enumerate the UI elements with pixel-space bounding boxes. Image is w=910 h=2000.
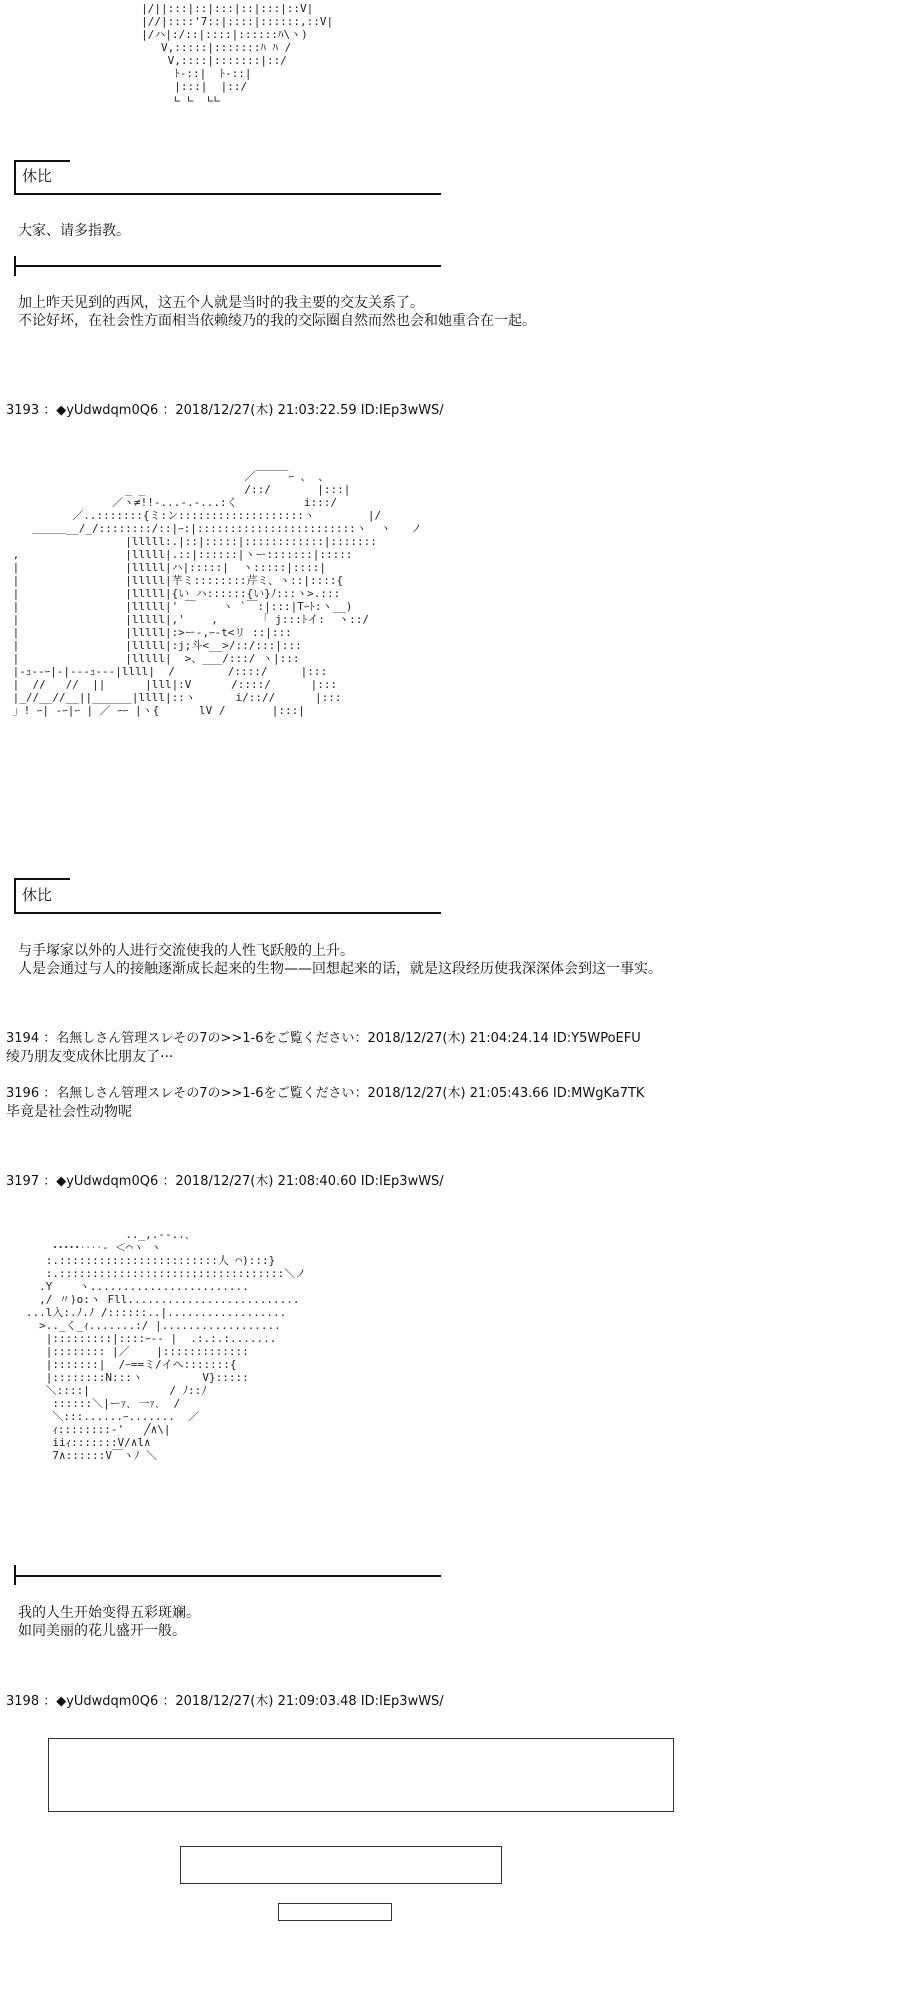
narration-line: 与手塚家以外的人进行交流使我的人性飞跃般的上升。 [18, 943, 354, 959]
narration-line: 不论好坏，在社会性方面相当依赖绫乃的我的交际圈自然而然也会和她重合在一起。 [18, 313, 536, 329]
empty-frame-small [278, 1903, 392, 1921]
post-body: 毕竟是社会性动物呢 [6, 1104, 132, 1120]
divider-line [14, 1575, 441, 1577]
speaker-name: 休比 [22, 886, 53, 904]
nameplate-tick [14, 160, 16, 194]
post-header: 3197 ：◆yUdwdqm0Q6 ：2018/12/27(木) 21:08:40.60 ID:IEp3wWS/ [6, 1174, 444, 1189]
post-header: 3193 ：◆yUdwdqm0Q6 ：2018/12/27(木) 21:03:22.59 ID:IEp3wWS/ [6, 403, 444, 418]
narration-line: 如同美丽的花儿盛开一般。 [18, 1623, 186, 1639]
empty-frame-medium [180, 1846, 502, 1884]
post-body: 绫乃朋友变成休比朋友了··· [6, 1049, 174, 1065]
speaker-name: 休比 [22, 167, 53, 185]
ascii-art-top: |/||:::|::|:::|::|:::|::V| |//|::::'7::|::::|::::::,::V| |/ハ|:/::|::::|::::::ﾊ\ヽ) V,:::::|:::::::ﾊ ﾊ / V,::::|:::::::|::/ ﾄ-::| ﾄ-::| |:::| |::/ ∟ ∟ ∟∟ [141, 2, 334, 106]
post-header: 3194 ：名無しさん管理スレその7の>>1-6をご覧ください：2018/12/27(木) 21:04:24.14 ID:Y5WPoEFU [6, 1031, 641, 1046]
dialogue-line: 大家、请多指教。 [18, 223, 130, 239]
narration-line: 加上昨天见到的西风，这五个人就是当时的我主要的交友关系了。 [18, 295, 424, 311]
ascii-art-character: .._,.-‐..､ ･････‥‥- ＜⌒ヽ ヽ :.::::::::::::::::::::::::人 ⌒):::} :.::::::::::::::::::::::::::::::::::＼ノ .Y ヽ........................ ,/ 〃)o:ヽ Fll.......................... ...l入:.ﾉ.ﾉ /::::::..|.................. >.._く_ｨ.......:/ |.................. |:::::::::|::::ｰ-- | .:.:.:....... |:::::::: |／ |::::::::::::: |:::::::| /ｰ==ミ/イヘ:::::::{ |::::::::N:::ヽ V}::::: ＼::::| / ﾉ::ﾉ ::::::＼|ーｧ､ 一ｧ､ / ＼:::......ｰ....... ／ ｨ::::::::-' ╱∧\| iiｨ:::::::V/∧l∧ 7∧::::::V￣ヽﾉ ＼ [25, 1228, 307, 1462]
nameplate-top-rule [14, 160, 70, 162]
nameplate-top-rule [14, 878, 70, 880]
ascii-art-character: ／￣￣￣ｰ 、 、 _ _ /::/ |:::| ／ヽ≠!!-...-.-...:く i:::/ ／..:::::::{ミ:ン:::::::::::::::::::ヽ |/ ＿＿＿__/_/::::::::/::|ｰ:|::::::::::::::::::::::::ヽ ヽ ノ |lllll:.|::|:::::|::::::::::::|::::::: , |lllll|.::|::::::|ヽー:::::::|::::: | |lllll|ハ|:::::| ヽ:::::|::::| | |lllll|芊ミ::::::::芹ミ、ヽ::|::::{ | |lllll|{い ハ::::::{い}ﾉ:::ヽ>.::: | |lllll|' ￣ ヽ `￣:|:::|Tｰﾄ:ヽ__) | |lllll|,' , 「 j:::ﾄイ: ヽ::/ | |lllll|:>ー-,ｰ-t<リ ::|::: | |lllll|:j;斗<__>/::/:::|::: | |lllll| >、___/:::/ ヽ|::: |-ｭ--ｰ|-|---ｭ---|llll| / /::::/ |::: | // // || |lll|:V /::::/ |::: |_//__//__||______|llll|::ヽ i/::// |::: 」! ｰ| -ｰ|ｰ | ／ ｰｰ |ヽ{ lV / |:::| [12, 470, 422, 717]
narration-line: 人是会通过与人的接触逐渐成长起来的生物——回想起来的话，就是这段经历使我深深体会到这一事实。 [18, 961, 662, 977]
post-header: 3196 ：名無しさん管理スレその7の>>1-6をご覧ください：2018/12/27(木) 21:05:43.66 ID:MWgKa7TK [6, 1086, 645, 1101]
narration-line: 我的人生开始变得五彩斑斓。 [18, 1605, 200, 1621]
post-header: 3198 ：◆yUdwdqm0Q6 ：2018/12/27(木) 21:09:03.48 ID:IEp3wWS/ [6, 1694, 444, 1709]
nameplate-tick [14, 878, 16, 912]
empty-frame-large [48, 1738, 674, 1812]
divider-line [14, 912, 441, 914]
divider-line [14, 193, 441, 195]
divider-line [14, 265, 441, 267]
